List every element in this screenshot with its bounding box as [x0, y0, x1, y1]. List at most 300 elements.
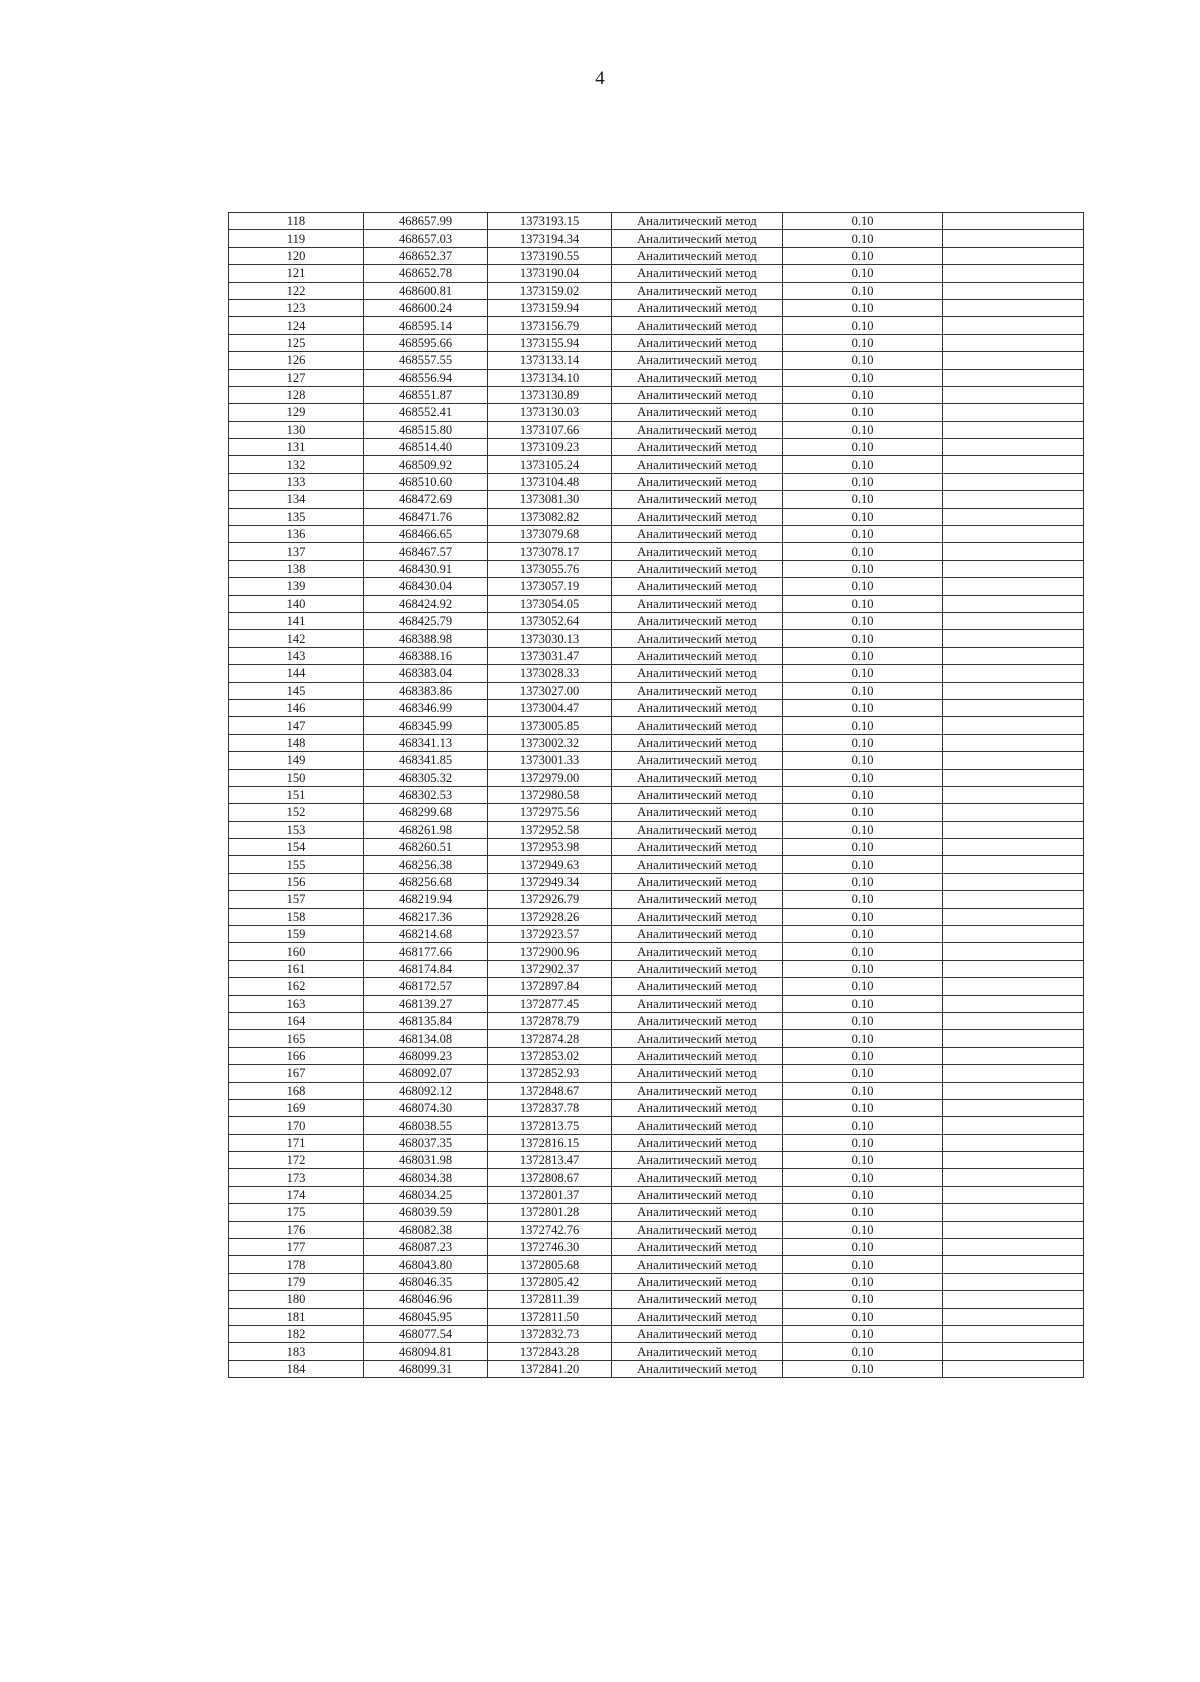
accuracy-cell: 0.10: [783, 560, 943, 577]
method-cell: Аналитический метод: [612, 247, 783, 264]
point-number-cell: 156: [229, 873, 364, 890]
x-coordinate-cell: 468471.76: [364, 508, 488, 525]
note-cell: [943, 1030, 1084, 1047]
point-number-cell: 126: [229, 352, 364, 369]
x-coordinate-cell: 468557.55: [364, 352, 488, 369]
accuracy-cell: 0.10: [783, 526, 943, 543]
method-cell: Аналитический метод: [612, 1186, 783, 1203]
y-coordinate-cell: 1372923.57: [488, 926, 612, 943]
y-coordinate-cell: 1373109.23: [488, 439, 612, 456]
table-row: [229, 508, 1084, 525]
table-row: [229, 804, 1084, 821]
note-cell: [943, 943, 1084, 960]
x-coordinate-cell: 468077.54: [364, 1326, 488, 1343]
point-number-cell: 138: [229, 560, 364, 577]
x-coordinate-cell: 468652.78: [364, 265, 488, 282]
method-cell: Аналитический метод: [612, 1326, 783, 1343]
note-cell: [943, 839, 1084, 856]
accuracy-cell: 0.10: [783, 1273, 943, 1290]
table-row: [229, 421, 1084, 438]
accuracy-cell: 0.10: [783, 456, 943, 473]
note-cell: [943, 1273, 1084, 1290]
table-row: [229, 299, 1084, 316]
method-cell: Аналитический метод: [612, 1308, 783, 1325]
point-number-cell: 118: [229, 213, 364, 230]
table-row: [229, 1117, 1084, 1134]
x-coordinate-cell: 468467.57: [364, 543, 488, 560]
accuracy-cell: 0.10: [783, 1030, 943, 1047]
point-number-cell: 164: [229, 1012, 364, 1029]
x-coordinate-cell: 468038.55: [364, 1117, 488, 1134]
point-number-cell: 182: [229, 1326, 364, 1343]
y-coordinate-cell: 1373027.00: [488, 682, 612, 699]
y-coordinate-cell: 1373156.79: [488, 317, 612, 334]
x-coordinate-cell: 468217.36: [364, 908, 488, 925]
x-coordinate-cell: 468099.23: [364, 1047, 488, 1064]
accuracy-cell: 0.10: [783, 247, 943, 264]
y-coordinate-cell: 1373130.03: [488, 404, 612, 421]
note-cell: [943, 665, 1084, 682]
accuracy-cell: 0.10: [783, 943, 943, 960]
accuracy-cell: 0.10: [783, 1152, 943, 1169]
y-coordinate-cell: 1372848.67: [488, 1082, 612, 1099]
y-coordinate-cell: 1373004.47: [488, 699, 612, 716]
point-number-cell: 137: [229, 543, 364, 560]
x-coordinate-cell: 468172.57: [364, 978, 488, 995]
point-number-cell: 178: [229, 1256, 364, 1273]
note-cell: [943, 873, 1084, 890]
x-coordinate-cell: 468046.35: [364, 1273, 488, 1290]
table-row: [229, 786, 1084, 803]
note-cell: [943, 404, 1084, 421]
note-cell: [943, 1239, 1084, 1256]
accuracy-cell: 0.10: [783, 439, 943, 456]
x-coordinate-cell: 468466.65: [364, 526, 488, 543]
method-cell: Аналитический метод: [612, 752, 783, 769]
table-row: [229, 630, 1084, 647]
y-coordinate-cell: 1372952.58: [488, 821, 612, 838]
method-cell: Аналитический метод: [612, 856, 783, 873]
method-cell: Аналитический метод: [612, 612, 783, 629]
y-coordinate-cell: 1372900.96: [488, 943, 612, 960]
point-number-cell: 140: [229, 595, 364, 612]
note-cell: [943, 717, 1084, 734]
y-coordinate-cell: 1372980.58: [488, 786, 612, 803]
accuracy-cell: 0.10: [783, 578, 943, 595]
y-coordinate-cell: 1373082.82: [488, 508, 612, 525]
accuracy-cell: 0.10: [783, 1239, 943, 1256]
x-coordinate-cell: 468256.38: [364, 856, 488, 873]
note-cell: [943, 491, 1084, 508]
note-cell: [943, 265, 1084, 282]
method-cell: Аналитический метод: [612, 595, 783, 612]
method-cell: Аналитический метод: [612, 821, 783, 838]
note-cell: [943, 526, 1084, 543]
point-number-cell: 154: [229, 839, 364, 856]
point-number-cell: 129: [229, 404, 364, 421]
note-cell: [943, 1152, 1084, 1169]
y-coordinate-cell: 1372816.15: [488, 1134, 612, 1151]
y-coordinate-cell: 1372805.68: [488, 1256, 612, 1273]
note-cell: [943, 1065, 1084, 1082]
y-coordinate-cell: 1372742.76: [488, 1221, 612, 1238]
method-cell: Аналитический метод: [612, 1099, 783, 1116]
table-row: [229, 282, 1084, 299]
x-coordinate-cell: 468383.04: [364, 665, 488, 682]
table-row: [229, 1134, 1084, 1151]
table-row: [229, 213, 1084, 230]
y-coordinate-cell: 1372926.79: [488, 891, 612, 908]
y-coordinate-cell: 1372902.37: [488, 960, 612, 977]
x-coordinate-cell: 468174.84: [364, 960, 488, 977]
note-cell: [943, 682, 1084, 699]
point-number-cell: 143: [229, 647, 364, 664]
note-cell: [943, 1308, 1084, 1325]
x-coordinate-cell: 468134.08: [364, 1030, 488, 1047]
table-row: [229, 560, 1084, 577]
y-coordinate-cell: 1372979.00: [488, 769, 612, 786]
note-cell: [943, 821, 1084, 838]
table-row: [229, 717, 1084, 734]
x-coordinate-cell: 468425.79: [364, 612, 488, 629]
note-cell: [943, 230, 1084, 247]
accuracy-cell: 0.10: [783, 839, 943, 856]
note-cell: [943, 926, 1084, 943]
method-cell: Аналитический метод: [612, 839, 783, 856]
note-cell: [943, 1343, 1084, 1360]
point-number-cell: 158: [229, 908, 364, 925]
accuracy-cell: 0.10: [783, 1117, 943, 1134]
page-number: 4: [595, 68, 605, 89]
method-cell: Аналитический метод: [612, 230, 783, 247]
table-row: [229, 1012, 1084, 1029]
accuracy-cell: 0.10: [783, 386, 943, 403]
point-number-cell: 180: [229, 1291, 364, 1308]
accuracy-cell: 0.10: [783, 1308, 943, 1325]
note-cell: [943, 578, 1084, 595]
note-cell: [943, 1291, 1084, 1308]
table-row: [229, 1204, 1084, 1221]
x-coordinate-cell: 468515.80: [364, 421, 488, 438]
x-coordinate-cell: 468037.35: [364, 1134, 488, 1151]
method-cell: Аналитический метод: [612, 786, 783, 803]
table-row: [229, 404, 1084, 421]
x-coordinate-cell: 468514.40: [364, 439, 488, 456]
method-cell: Аналитический метод: [612, 473, 783, 490]
accuracy-cell: 0.10: [783, 612, 943, 629]
method-cell: Аналитический метод: [612, 769, 783, 786]
note-cell: [943, 699, 1084, 716]
y-coordinate-cell: 1373159.02: [488, 282, 612, 299]
method-cell: Аналитический метод: [612, 543, 783, 560]
method-cell: Аналитический метод: [612, 1012, 783, 1029]
point-number-cell: 166: [229, 1047, 364, 1064]
note-cell: [943, 1099, 1084, 1116]
table-row: [229, 1326, 1084, 1343]
table-row: [229, 908, 1084, 925]
table-row: [229, 578, 1084, 595]
point-number-cell: 170: [229, 1117, 364, 1134]
note-cell: [943, 543, 1084, 560]
table-row: [229, 369, 1084, 386]
accuracy-cell: 0.10: [783, 821, 943, 838]
point-number-cell: 122: [229, 282, 364, 299]
x-coordinate-cell: 468595.66: [364, 334, 488, 351]
x-coordinate-cell: 468345.99: [364, 717, 488, 734]
accuracy-cell: 0.10: [783, 1343, 943, 1360]
accuracy-cell: 0.10: [783, 595, 943, 612]
method-cell: Аналитический метод: [612, 943, 783, 960]
note-cell: [943, 786, 1084, 803]
point-number-cell: 145: [229, 682, 364, 699]
x-coordinate-cell: 468082.38: [364, 1221, 488, 1238]
method-cell: Аналитический метод: [612, 1291, 783, 1308]
table-row: [229, 682, 1084, 699]
method-cell: Аналитический метод: [612, 456, 783, 473]
y-coordinate-cell: 1373028.33: [488, 665, 612, 682]
point-number-cell: 120: [229, 247, 364, 264]
x-coordinate-cell: 468139.27: [364, 995, 488, 1012]
table-row: [229, 1047, 1084, 1064]
note-cell: [943, 456, 1084, 473]
method-cell: Аналитический метод: [612, 317, 783, 334]
x-coordinate-cell: 468305.32: [364, 769, 488, 786]
y-coordinate-cell: 1373030.13: [488, 630, 612, 647]
table-row: [229, 839, 1084, 856]
point-number-cell: 179: [229, 1273, 364, 1290]
table-row: [229, 1030, 1084, 1047]
x-coordinate-cell: 468652.37: [364, 247, 488, 264]
method-cell: Аналитический метод: [612, 1082, 783, 1099]
point-number-cell: 183: [229, 1343, 364, 1360]
x-coordinate-cell: 468039.59: [364, 1204, 488, 1221]
y-coordinate-cell: 1372841.20: [488, 1360, 612, 1377]
method-cell: Аналитический метод: [612, 1152, 783, 1169]
table-row: [229, 873, 1084, 890]
table-row: [229, 926, 1084, 943]
accuracy-cell: 0.10: [783, 1169, 943, 1186]
x-coordinate-cell: 468094.81: [364, 1343, 488, 1360]
accuracy-cell: 0.10: [783, 491, 943, 508]
point-number-cell: 135: [229, 508, 364, 525]
accuracy-cell: 0.10: [783, 734, 943, 751]
y-coordinate-cell: 1372953.98: [488, 839, 612, 856]
accuracy-cell: 0.10: [783, 334, 943, 351]
note-cell: [943, 1256, 1084, 1273]
method-cell: Аналитический метод: [612, 352, 783, 369]
table-row: [229, 1273, 1084, 1290]
point-number-cell: 130: [229, 421, 364, 438]
accuracy-cell: 0.10: [783, 665, 943, 682]
method-cell: Аналитический метод: [612, 526, 783, 543]
table-row: [229, 1239, 1084, 1256]
y-coordinate-cell: 1372852.93: [488, 1065, 612, 1082]
note-cell: [943, 317, 1084, 334]
y-coordinate-cell: 1373130.89: [488, 386, 612, 403]
note-cell: [943, 386, 1084, 403]
y-coordinate-cell: 1373002.32: [488, 734, 612, 751]
accuracy-cell: 0.10: [783, 630, 943, 647]
y-coordinate-cell: 1372801.37: [488, 1186, 612, 1203]
y-coordinate-cell: 1372843.28: [488, 1343, 612, 1360]
accuracy-cell: 0.10: [783, 908, 943, 925]
table-row: [229, 995, 1084, 1012]
y-coordinate-cell: 1373079.68: [488, 526, 612, 543]
x-coordinate-cell: 468256.68: [364, 873, 488, 890]
y-coordinate-cell: 1373052.64: [488, 612, 612, 629]
method-cell: Аналитический метод: [612, 1343, 783, 1360]
y-coordinate-cell: 1373054.05: [488, 595, 612, 612]
point-number-cell: 161: [229, 960, 364, 977]
accuracy-cell: 0.10: [783, 299, 943, 316]
x-coordinate-cell: 468177.66: [364, 943, 488, 960]
note-cell: [943, 630, 1084, 647]
table-row: [229, 891, 1084, 908]
table-row: [229, 386, 1084, 403]
method-cell: Аналитический метод: [612, 1360, 783, 1377]
y-coordinate-cell: 1372813.47: [488, 1152, 612, 1169]
point-number-cell: 167: [229, 1065, 364, 1082]
x-coordinate-cell: 468430.91: [364, 560, 488, 577]
method-cell: Аналитический метод: [612, 1204, 783, 1221]
table-row: [229, 960, 1084, 977]
accuracy-cell: 0.10: [783, 1256, 943, 1273]
y-coordinate-cell: 1373081.30: [488, 491, 612, 508]
table-row: [229, 439, 1084, 456]
x-coordinate-cell: 468045.95: [364, 1308, 488, 1325]
point-number-cell: 153: [229, 821, 364, 838]
x-coordinate-cell: 468472.69: [364, 491, 488, 508]
y-coordinate-cell: 1373078.17: [488, 543, 612, 560]
y-coordinate-cell: 1373104.48: [488, 473, 612, 490]
table-row: [229, 1256, 1084, 1273]
method-cell: Аналитический метод: [612, 1169, 783, 1186]
method-cell: Аналитический метод: [612, 439, 783, 456]
table-row: [229, 526, 1084, 543]
table-row: [229, 1152, 1084, 1169]
accuracy-cell: 0.10: [783, 1326, 943, 1343]
method-cell: Аналитический метод: [612, 1047, 783, 1064]
accuracy-cell: 0.10: [783, 804, 943, 821]
point-number-cell: 184: [229, 1360, 364, 1377]
y-coordinate-cell: 1373134.10: [488, 369, 612, 386]
coordinates-table: [228, 212, 1084, 1378]
y-coordinate-cell: 1373194.34: [488, 230, 612, 247]
note-cell: [943, 752, 1084, 769]
point-number-cell: 142: [229, 630, 364, 647]
method-cell: Аналитический метод: [612, 995, 783, 1012]
method-cell: Аналитический метод: [612, 926, 783, 943]
accuracy-cell: 0.10: [783, 473, 943, 490]
x-coordinate-cell: 468556.94: [364, 369, 488, 386]
table-row: [229, 1082, 1084, 1099]
table-row: [229, 334, 1084, 351]
y-coordinate-cell: 1373055.76: [488, 560, 612, 577]
table-row: [229, 1099, 1084, 1116]
x-coordinate-cell: 468509.92: [364, 456, 488, 473]
method-cell: Аналитический метод: [612, 334, 783, 351]
point-number-cell: 169: [229, 1099, 364, 1116]
point-number-cell: 144: [229, 665, 364, 682]
point-number-cell: 141: [229, 612, 364, 629]
table-row: [229, 352, 1084, 369]
method-cell: Аналитический метод: [612, 804, 783, 821]
x-coordinate-cell: 468087.23: [364, 1239, 488, 1256]
point-number-cell: 136: [229, 526, 364, 543]
table-row: [229, 1360, 1084, 1377]
x-coordinate-cell: 468430.04: [364, 578, 488, 595]
method-cell: Аналитический метод: [612, 491, 783, 508]
point-number-cell: 157: [229, 891, 364, 908]
x-coordinate-cell: 468341.85: [364, 752, 488, 769]
method-cell: Аналитический метод: [612, 699, 783, 716]
note-cell: [943, 247, 1084, 264]
accuracy-cell: 0.10: [783, 995, 943, 1012]
x-coordinate-cell: 468031.98: [364, 1152, 488, 1169]
accuracy-cell: 0.10: [783, 265, 943, 282]
point-number-cell: 133: [229, 473, 364, 490]
accuracy-cell: 0.10: [783, 891, 943, 908]
note-cell: [943, 1326, 1084, 1343]
y-coordinate-cell: 1372877.45: [488, 995, 612, 1012]
point-number-cell: 119: [229, 230, 364, 247]
y-coordinate-cell: 1373133.14: [488, 352, 612, 369]
table-row: [229, 856, 1084, 873]
y-coordinate-cell: 1372746.30: [488, 1239, 612, 1256]
table-row: [229, 647, 1084, 664]
point-number-cell: 132: [229, 456, 364, 473]
y-coordinate-cell: 1373193.15: [488, 213, 612, 230]
method-cell: Аналитический метод: [612, 1065, 783, 1082]
note-cell: [943, 1360, 1084, 1377]
point-number-cell: 163: [229, 995, 364, 1012]
note-cell: [943, 908, 1084, 925]
accuracy-cell: 0.10: [783, 769, 943, 786]
accuracy-cell: 0.10: [783, 1360, 943, 1377]
x-coordinate-cell: 468657.99: [364, 213, 488, 230]
accuracy-cell: 0.10: [783, 1134, 943, 1151]
accuracy-cell: 0.10: [783, 352, 943, 369]
x-coordinate-cell: 468261.98: [364, 821, 488, 838]
point-number-cell: 148: [229, 734, 364, 751]
method-cell: Аналитический метод: [612, 213, 783, 230]
x-coordinate-cell: 468424.92: [364, 595, 488, 612]
note-cell: [943, 1082, 1084, 1099]
note-cell: [943, 1186, 1084, 1203]
method-cell: Аналитический метод: [612, 299, 783, 316]
point-number-cell: 123: [229, 299, 364, 316]
accuracy-cell: 0.10: [783, 682, 943, 699]
x-coordinate-cell: 468099.31: [364, 1360, 488, 1377]
note-cell: [943, 421, 1084, 438]
accuracy-cell: 0.10: [783, 1065, 943, 1082]
table-row: [229, 699, 1084, 716]
point-number-cell: 175: [229, 1204, 364, 1221]
table-row: [229, 978, 1084, 995]
method-cell: Аналитический метод: [612, 630, 783, 647]
accuracy-cell: 0.10: [783, 282, 943, 299]
note-cell: [943, 1134, 1084, 1151]
method-cell: Аналитический метод: [612, 891, 783, 908]
table-row: [229, 1186, 1084, 1203]
table-row: [229, 1169, 1084, 1186]
point-number-cell: 171: [229, 1134, 364, 1151]
method-cell: Аналитический метод: [612, 265, 783, 282]
accuracy-cell: 0.10: [783, 856, 943, 873]
accuracy-cell: 0.10: [783, 786, 943, 803]
x-coordinate-cell: 468302.53: [364, 786, 488, 803]
y-coordinate-cell: 1372897.84: [488, 978, 612, 995]
